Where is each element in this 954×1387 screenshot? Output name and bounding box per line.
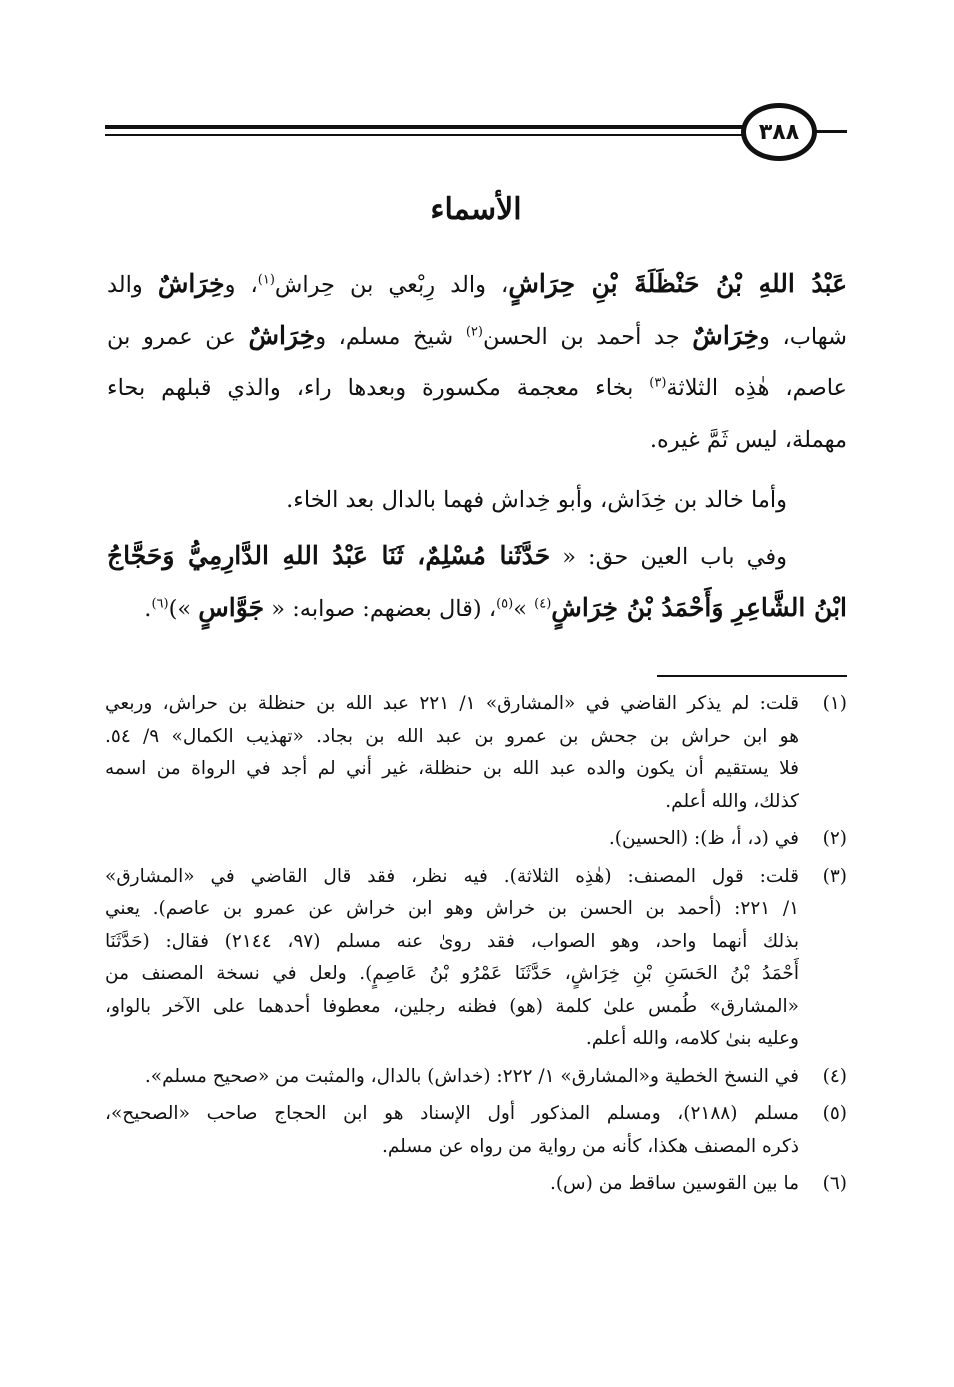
- header-rule-thin: [105, 134, 745, 136]
- footnote-line: ما بين القوسين ساقط من (س).: [549, 1173, 799, 1194]
- footnote: [105, 1061, 847, 1094]
- footnote-line: «المشارق» طُمس علىٰ كلمة (هو) فظنه رجلين، معطوفا أحدهما على الآخر بالواو،: [105, 995, 799, 1017]
- footnote-ref: (٣): [649, 375, 667, 391]
- footnote-line: هو ابن حراش بن جحش بن عمرو بن عبد الله بن بجاد. «تهذيب الكمال» ٩/ ٥٤.: [105, 725, 799, 747]
- paragraph-3: [107, 530, 847, 634]
- text-span: ، و: [224, 272, 258, 298]
- footnote-number: (٢): [822, 828, 847, 849]
- header-rule-tail: [815, 130, 847, 133]
- footnote-line: أَحْمَدُ بْنُ الحَسَنِ بْنِ خِرَاشٍ، حَدَّثَنَا عَمْرُو بْنُ عَاصِمٍ). ولعل في نسخة المصنف من: [105, 963, 799, 984]
- text-span: ، والد رِبْعي بن حِراش: [274, 272, 509, 298]
- text-line: [107, 414, 847, 466]
- footnote-number: (١): [822, 693, 847, 714]
- footnote-line: مسلم (٢١٨٨)، ومسلم المذكور أول الإسناد هو ابن الحجاج صاحب «الصحيح»،: [105, 1103, 799, 1124]
- footnote-line: في (د، أ، ظ): (الحسين).: [608, 828, 799, 849]
- footnote-number: (٤): [822, 1065, 847, 1087]
- bold-name: خِرَاشٌ: [692, 321, 760, 350]
- text-span: شهاب، و: [759, 324, 848, 350]
- text-span: وفي باب العين حق: «: [550, 544, 787, 570]
- paragraph-2: وأما خالد بن خِدَاش، وأبو خِداش فهما بالدال بعد الخاء.: [286, 487, 787, 513]
- footnote-ref: (١): [257, 272, 275, 288]
- footnotes: [105, 688, 847, 1201]
- footnote-line: قلت: لم يذكر القاضي في «المشارق» ١/ ٢٢١ عبد الله بن حنظلة بن حراش، وربعي: [105, 693, 799, 714]
- text-span: »): [168, 596, 199, 622]
- footnote-line: ١/ ٢٢١: (أحمد بن الحسن بن خراش وهو ابن خراش عن عمرو بن عاصم). يعني: [105, 898, 799, 919]
- footnote-line: ذكره المصنف هكذا، كأنه من رواية من رواه عن مسلم.: [381, 1135, 799, 1157]
- page-number: ٣٨٨: [741, 103, 817, 161]
- footnote-line: كذلك، والله أعلم.: [665, 790, 799, 812]
- text-line: [107, 310, 847, 362]
- footnote: [105, 823, 847, 856]
- footnote: [105, 1168, 847, 1201]
- text-span: مهملة، ليس ثَمَّ غيره.: [649, 427, 847, 453]
- bold-name: ابْنُ الشَّاعِرِ وَأَحْمَدُ بْنُ خِرَاشٍ: [551, 593, 847, 622]
- footnote-ref: (٢): [465, 324, 483, 340]
- text-span: »: [513, 596, 535, 622]
- bold-name: جَوَّاسٍ: [198, 593, 265, 622]
- footnote: [105, 1098, 847, 1163]
- footnote: [105, 688, 847, 818]
- text-span: بخاء معجمة مكسورة وبعدها راء، والذي قبلهم بحاء: [107, 375, 650, 401]
- bold-name: حَدَّثَنا مُسْلِمٌ، ثَنَا عَبْدُ اللهِ الدَّارِمِيُّ وَحَجَّاجُ: [107, 541, 551, 570]
- footnote-separator: [657, 675, 847, 677]
- text-line: [107, 582, 847, 634]
- text-line: [107, 530, 847, 582]
- text-span: .: [144, 596, 152, 622]
- text-line: [107, 258, 847, 310]
- bold-name: عَبْدُ اللهِ بْنُ حَنْظَلَةَ بْنِ حِرَاشٍ: [508, 269, 848, 298]
- bold-name: خِرَاشٌ: [248, 321, 316, 350]
- main-text: [107, 258, 847, 634]
- text-span: عن عمرو بن: [107, 324, 249, 350]
- text-span: والد: [107, 272, 158, 298]
- text-span: ، (قال بعضهم: صوابه: «: [264, 596, 497, 622]
- footnote-line: وعليه بنىٰ كلامه، والله أعلم.: [585, 1028, 799, 1049]
- footnote-number: (٦): [822, 1173, 847, 1194]
- footnote-line: قلت: قول المصنف: (هٰذِه الثلاثة). فيه نظر، فقد قال القاضي في «المشارق»: [105, 865, 799, 887]
- header-rule-thick: [105, 125, 745, 129]
- text-span: عاصم، هٰذِه الثلاثة: [666, 375, 847, 401]
- text-line: [107, 362, 847, 414]
- section-title: الأسماء: [430, 192, 522, 227]
- footnote: [105, 861, 847, 1056]
- bold-name: خِرَاشٌ: [157, 269, 225, 298]
- footnote-ref: (٦): [151, 596, 169, 612]
- text-span: جد أحمد بن الحسن: [482, 324, 693, 350]
- footnote-ref: (٤): [534, 596, 552, 612]
- footnote-line: في النسخ الخطية و«المشارق» ١/ ٢٢٢: (خداش) بالدال، والمثبت من «صحيح مسلم».: [144, 1065, 799, 1087]
- footnote-line: بذلك أنهما واحد، وهو الصواب، فقد روىٰ عنه مسلم (٩٧، ٢١٤٤) فقال: (حَدَّثَنَا: [105, 930, 800, 952]
- footnote-number: (٥): [822, 1103, 847, 1124]
- paragraph-1: [107, 258, 847, 466]
- footnote-line: فلا يستقيم أن يكون والده عبد الله بن حنظلة، غير أني لم أجد في الرواة من اسمه: [105, 758, 799, 779]
- text-span: شيخ مسلم، و: [315, 324, 466, 350]
- footnote-number: (٣): [822, 865, 847, 887]
- footnote-ref: (٥): [496, 596, 514, 612]
